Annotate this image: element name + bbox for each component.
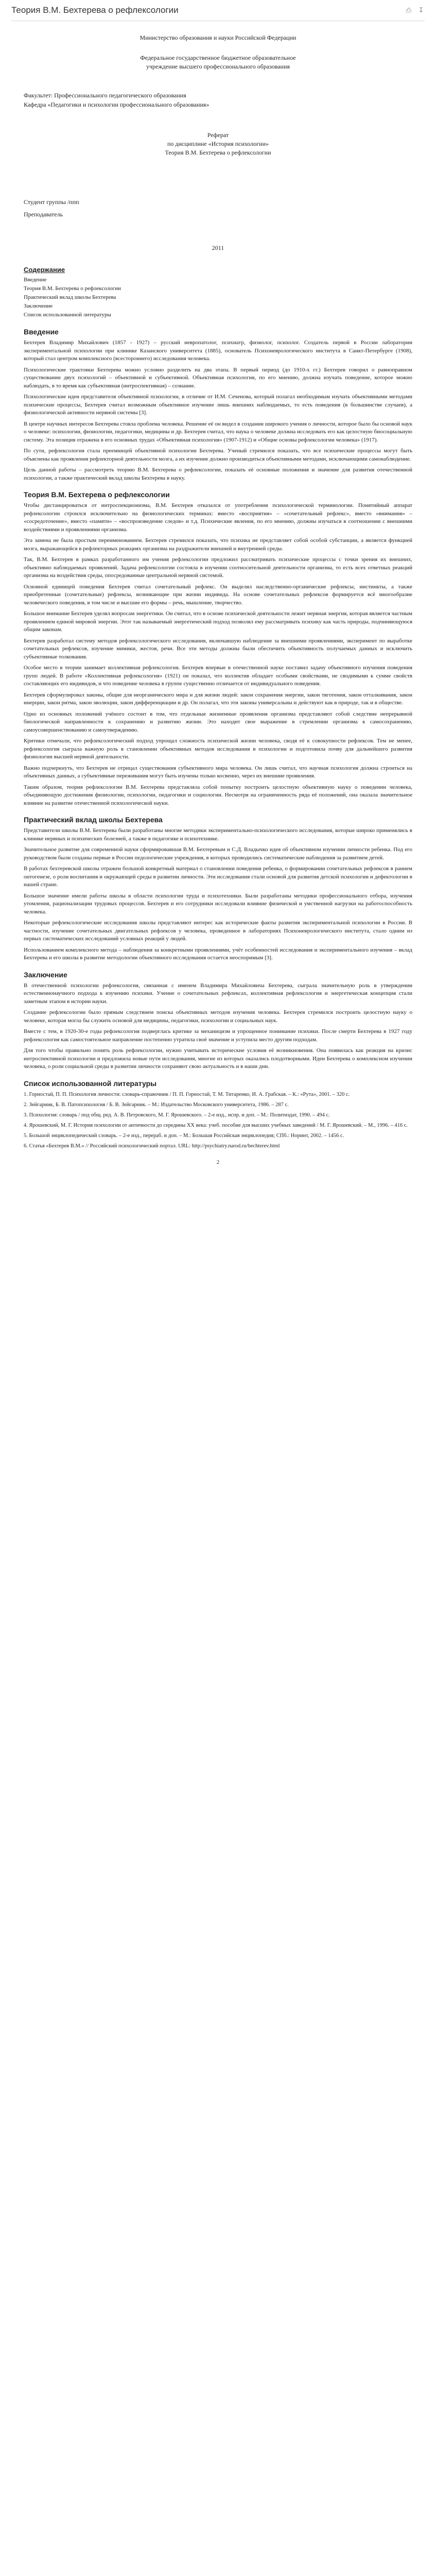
toc-item[interactable]: Практический вклад школы Бехтерева [24, 294, 116, 300]
paragraph: Критики отмечали, что рефлексологический подход упрощал сложность психической жизни человека, сводя её к совокупности рефлексов. Тем не менее, рефлексология сыграла важную роль в становлении объективных методов исследования в психологии и подготовила почву для дальнейшего развития физиологии высшей нервной деятельности. [24, 738, 412, 760]
section [24, 971, 412, 1071]
paragraph: В отечественной психологии рефлексология, связанная с именем Владимира Михайловича Бехтерева, сыграла значительную роль в утверждении естественнонаучного подхода к изучению психики. Учение о сочетательных рефлексах, коллективная рефлексология и энергетическая концепция стали заметным этапом в истории науки. [24, 982, 412, 1005]
paragraph: Представители школы В.М. Бехтерева были разработаны многие методики экспериментально-психологического исследования, которые широко применялись в клинике нервных и психических болезней, а также в педагогике и психотехнике. [24, 827, 412, 842]
year-line: 2011 [212, 244, 224, 251]
topic-line: Теория В.М. Бехтерева о рефлексологии [165, 149, 271, 156]
section-title: Практический вклад школы Бехтерева [24, 816, 163, 824]
paragraph: Использованием комплексного метода – наблюдения за конкретными проявлениями, учёт особенностей исследования и экспериментального изучения – вклад Бехтерева и его школы в развитие методологии объективного исследования остается неоспоримым [3]. [24, 946, 412, 961]
section [24, 328, 412, 482]
toc-item[interactable]: Заключение [24, 303, 53, 309]
paragraph: Бехтерев разработал систему методов рефлексологического исследования, включавшую наблюдение за внешними проявлениями, эксперимент по выработке сочетательных рефлексов, изучение мимики, жестов, речи. Все эти методы должны были обеспечить объективность получаемых данных и исключить субъективные толкования. [24, 637, 412, 660]
paragraph: Для того чтобы правильно понять роль рефлексологии, нужно учитывать исторические условия её возникновения. Она появилась как реакция на кризис интроспективной психологии и предложила новые пути исследования, многие из которых оказались плодотворными. Идеи Бехтерева о комплексном изучении человека, о роли социальной среды в развитии личности сохраняют свою актуальность и в наши дни. [24, 1047, 412, 1070]
paragraph: Вместе с тем, в 1920-30-е годы рефлексология подверглась критике за механицизм и упрощенное понимание психики. После смерти Бехтерева в 1927 году рефлексология как самостоятельное направление постепенно утратила своё значение и уступила место другим подходам. [24, 1028, 412, 1043]
page-header [11, 0, 425, 21]
download-icon[interactable]: ↧ [418, 6, 424, 14]
section-title: Теория В.М. Бехтерева о рефлексологии [24, 490, 170, 499]
paragraph: По сути, рефлексология стала преемницей объективной психологии Бехтерева. Ученый стремился показать, что все психические процессы могут быть объяснены как проявления рефлекторной деятельности мозга, а их изучение должно производиться объективными методами, исключающими самонаблюдение. [24, 448, 412, 462]
paragraph: Психологические идеи представителя объективной психологии, в отличие от И.М. Сеченова, который полагал необходимым изучать объективными методами психические процессы, Бехтерев считал возможным объективное изучение лишь внешних наблюдаемых, то есть поведения (в большинстве случаев), а физиологической активности нервной системы [3]. [24, 394, 412, 416]
toc-title: Содержание [24, 266, 65, 274]
paragraph: Значительное развитие для современной науки сформировавшая В.М. Бехтеревым и С.Д. Владычко идея об объективном изучении личности ребенка. Под его руководством были созданы первые в России педологические учреждения, в которых проводились систематические наблюдения за развитием детей. [24, 846, 412, 861]
page-number: 2 [216, 1159, 220, 1165]
reference-item: 4. Ярошевский, М. Г. История психологии от античности до середины XX века: учеб. пособие для высших учебных заведений / М. Г. Ярошевский. – М., 1996. – 416 с. [24, 1122, 408, 1128]
paragraph: Большое внимание Бехтерев уделял вопросам энергетики. Он считал, что в основе психической деятельности лежит нервная энергия, которая является частным проявлением единой мировой энергии. Этот так называемый энергетический подход позволял ему рассматривать психику как часть природы, подчиняющуюся общим законам. [24, 611, 412, 633]
teacher-line: Преподаватель [24, 211, 63, 218]
section [24, 490, 412, 807]
department-line: Кафедра «Педагогики и психологии профессионального образования» [24, 101, 210, 108]
student-line: Студент группы /ппп [24, 198, 79, 206]
reference-item: 2. Зейгарник, Б. В. Патопсихология / Б. В. Зейгарник. – М.: Издательство Московского университета, 1986. – 287 с. [24, 1101, 289, 1108]
doc-type: Реферат [207, 131, 229, 139]
document-body [11, 21, 425, 1165]
paragraph: Некоторые рефлексологические исследования школы представляют интерес как исторические факты развития экспериментальной психологии в России. В частности, изучение сочетательных двигательных рефлексов у человека, проведенное в лабораториях Психоневрологического института, стало одним из первых систематических исследований условных реакций у людей. [24, 920, 412, 942]
section [24, 816, 412, 962]
paragraph: Бехтерев Владимир Михайлович (1857 - 1927) – русский невропатолог, психиатр, физиолог, психолог. Создатель первой в России лаборатории экспериментальной психологии при клинике Казанского университета (1885), основатель Психоневрологического института в Санкт-Петербурге (1908), который стал центром комплексного (всестороннего) исследования человека. [24, 340, 412, 362]
paragraph: Таким образом, теория рефлексологии В.М. Бехтерева представляла собой попытку построить целостную объективную науку о поведении человека, объединяющую достижения физиологии, психологии, педагогики и социологии. Несмотря на ограниченность ряда её положений, она оказала значительное влияние на развитие отечественной психологической науки. [24, 784, 412, 806]
table-of-contents [24, 266, 412, 319]
paragraph: Особое место в теории занимает коллективная рефлексология. Бехтерев впервые в отечественной науке поставил задачу объективного изучения поведения групп людей. В работе «Коллективная рефлексология» (1921) он показал, что коллектив обладает особыми свойствами, не сводимыми к сумме свойств составляющих его индивидов, и что поведение человека в группе существенно отличается от индивидуального поведения. [24, 665, 412, 687]
paragraph: Важно подчеркнуть, что Бехтерев не отрицал существования субъективного мира человека. Он лишь считал, что научная психология должна строиться на объективных данных, а субъективные переживания могут быть изучены только косвенно, через их внешние проявления. [24, 765, 412, 779]
section-title: Введение [24, 328, 59, 336]
toc-list [24, 276, 412, 319]
paragraph: Большое значение имели работы школы в области психологии труда и психотехники. Были разработаны методики профессионального отбора, изучения утомления, рационализации трудовых процессов. Бехтерев и его сотрудники исследовали влияние физической и умственной нагрузки на работоспособность человека. [24, 892, 412, 915]
paragraph: Бехтерев сформулировал законы, общие для неорганического мира и для жизни людей: закон сохранения энергии, закон тяготения, закон отталкивания, закон инерции, закон ритма, закон эволюции, закон дифференциации и др. Он полагал, что эти законы универсальны и действуют как в природе, так и в обществе. [24, 691, 412, 706]
references-list [24, 1091, 412, 1150]
references-title: Список использованной литературы [24, 1079, 157, 1088]
paragraph: Цель данной работы – рассмотреть теорию В.М. Бехтерева о рефлексологии, показать её основные положения и значение для развития отечественной психологии, а также практический вклад школы Бехтерева в науку. [24, 467, 412, 481]
paragraph: В работах бехтеревской школы отражен большой конкретный материал о становлении поведения ребенка, о формировании сочетательных рефлексов в раннем онтогенезе, о роли воспитания и окружающей среды в развитии личности. Эти исследования стали основой для развития детской психологии и дефектологии в нашей стране. [24, 866, 412, 888]
print-icon[interactable]: ⎙ [406, 6, 412, 14]
reference-item: 1. Горностай, П. П. Психология личности: словарь-справочник / П. П. Горностай, Т. М. Титаренко, И. А. Грабская. – К.: «Рута», 2001. – 320 с. [24, 1091, 350, 1097]
ministry-line: Министерство образования и науки Российской Федерации [139, 34, 297, 41]
paragraph: Чтобы дистанцироваться от интроспекционизма, В.М. Бехтерев отказался от употребления психологической терминологии. Понятийный аппарат рефлексологии строился исключительно на физиологических терминах: вместо «восприятия» – «сочетательный рефлекс», вместо «внимания» – «сосредоточение», вместо «памяти» – «воспроизведение следов» и т.д. Психические явления, по его мнению, должны изучаться в соотношении с внешними воздействиями и проявлениями организма. [24, 502, 412, 533]
paragraph: Так, В.М. Бехтерев в рамках разработанного им учения рефлексологии предложил рассматривать психические процессы с точки зрения их внешних, объективно наблюдаемых проявлений. Задача рефлексологии состояла в изучении соотносительной деятельности организма, то есть всех ответных реакций организма на воздействия среды, опосредованные центральной нервной системой. [24, 556, 412, 579]
paragraph: В центре научных интересов Бехтерева стояла проблема человека. Решение её он видел в создании широкого учения о личности, которое было бы основой наук о человеке: психологии, физиологии, педагогики, медицины и др. Бехтерев считал, что наука о человеке должна исследовать его как целостную биосоциальную систему. Эта позиция отражена в его основных трудах «Объективная психология» (1907-1912) и «Общие основы рефлексологии человека» (1917). [24, 420, 412, 443]
paragraph: Эта замена не была простым переименованием. Бехтерев стремился показать, что психика не представляет собой особой субстанции, а является функцией мозга, выражающейся в рефлекторных реакциях организма на раздражители внешней и внутренней среды. [24, 537, 412, 552]
reference-item: 5. Большой энциклопедический словарь. – 2-е изд., перераб. и доп. – М.: Большая Российская энциклопедия; СПб.: Норинт, 2002. – 1456 с. [24, 1132, 344, 1139]
reference-item: 6. Статья «Бехтерев В.М.» // Российский психологический портал. URL: http://psychiatry.narod.ru/bechterev.html [24, 1143, 280, 1149]
institution-line-1: Федеральное государственное бюджетное образовательное [140, 54, 296, 61]
document-page [0, 0, 436, 1178]
paragraph: Психологические трактовки Бехтерева можно условно разделить на два этапа. В первый период (до 1910-х гг.) Бехтерев говорил о равноправном существовании двух психологий – объективной и субъективной. Объективная психология, по его мнению, должна изучать поведение, которое можно наблюдать, в то время как субъективная (интроспективная) – сознание. [24, 366, 412, 389]
toc-item[interactable]: Теория В.М. Бехтерева о рефлексологии [24, 285, 121, 292]
title-page [24, 33, 412, 252]
toc-item[interactable]: Введение [24, 277, 47, 283]
institution-line-2: учреждение высшего профессионального образования [146, 63, 290, 70]
paragraph: Одно из основных положений учёного состоит в том, что отдельные жизненные проявления организма представляют собой следствие непрерывной биологической направленности к сохранению и развитию жизни. Это находит свое выражение в стремлении организма к самосохранению, самоусовершенствованию и самоутверждению. [24, 710, 412, 733]
paragraph: Создание рефлексологии было прямым следствием поиска объективных методов изучения человека. Бехтерев стремился построить целостную науку о человеке, которая могла бы служить основой для медицины, педагогики, психологии и социальных наук. [24, 1009, 412, 1024]
references-section [24, 1079, 412, 1150]
section-title: Заключение [24, 970, 67, 979]
paragraph: Основной единицей поведения Бехтерев считал сочетательный рефлекс. Он выделял наследственно-органические рефлексы, инстинкты, а также приобретенные (сочетательные) рефлексы, возникающие при жизни индивида. На основе сочетательных рефлексов формируется всё многообразие человеческого поведения, в том числе и высшие его формы – речь, мышление, творчество. [24, 583, 412, 606]
discipline-line: по дисциплине «История психологии» [167, 140, 269, 147]
sections [24, 328, 412, 1071]
toc-item[interactable]: Список использованной литературы [24, 312, 111, 318]
page-title: Теория В.М. Бехтерева о рефлексологии [11, 5, 179, 15]
reference-item: 3. Психология: словарь / под общ. ред. А. В. Петровского, М. Г. Ярошевского. – 2-е изд., испр. и доп. – М.: Политиздат, 1990. – 494 с. [24, 1112, 330, 1118]
faculty-line: Факультет: Профессионального педагогического образования [24, 92, 186, 99]
header-icons [405, 7, 425, 14]
